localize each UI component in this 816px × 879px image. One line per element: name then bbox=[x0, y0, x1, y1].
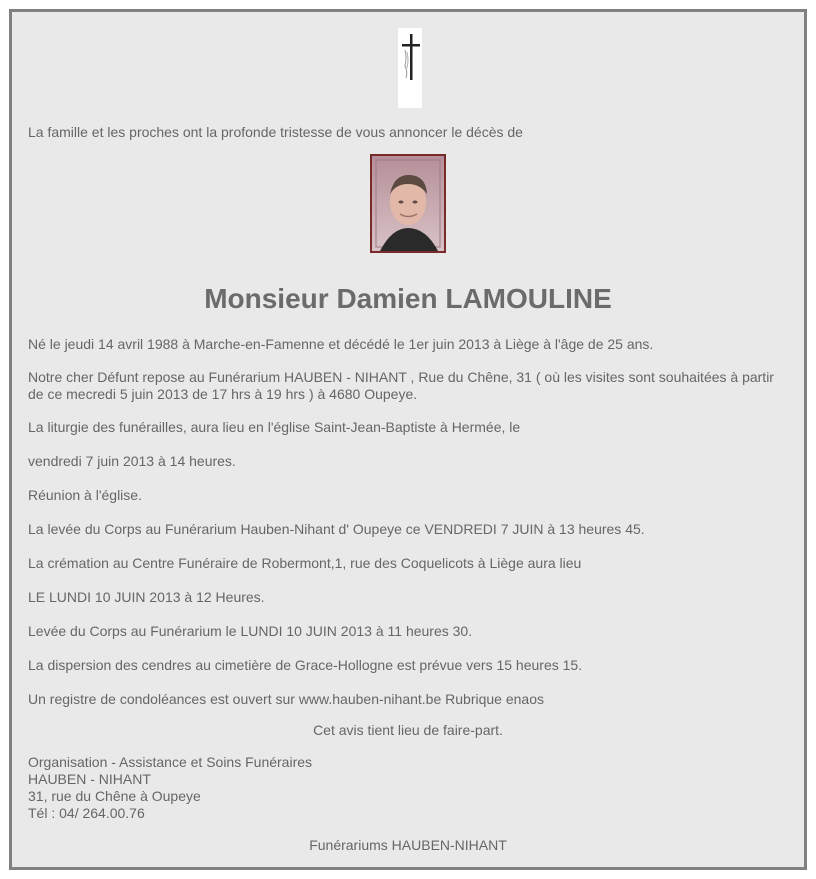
cremation-paragraph: La crémation au Centre Funéraire de Robermont,1, rue des Coquelicots à Liège aura lieu bbox=[28, 555, 582, 571]
footer-signature: Funérariums HAUBEN-NIHANT bbox=[309, 837, 507, 853]
organisation-block bbox=[28, 754, 788, 822]
organisation-phone: Tél : 04/ 264.00.76 bbox=[28, 805, 145, 821]
deceased-name: Monsieur Damien LAMOULINE bbox=[204, 283, 612, 314]
cross-icon-graphic bbox=[398, 28, 422, 108]
portrait-photo bbox=[370, 154, 446, 253]
obituary-card bbox=[9, 9, 807, 870]
notice-text: Cet avis tient lieu de faire-part. bbox=[313, 722, 503, 738]
ashes-paragraph: La dispersion des cendres au cimetière de Grace-Hollogne est prévue vers 15 heures 15. bbox=[28, 657, 583, 673]
condolences-paragraph: Un registre de condoléances est ouvert sur www.hauben-nihant.be Rubrique enaos bbox=[28, 691, 544, 707]
liturgy-date-paragraph: vendredi 7 juin 2013 à 14 heures. bbox=[28, 453, 236, 469]
organisation-address: 31, rue du Chêne à Oupeye bbox=[28, 788, 201, 804]
organisation-line: Organisation - Assistance et Soins Funéraires bbox=[28, 754, 313, 770]
cross-icon bbox=[398, 28, 422, 108]
birth-death-paragraph: Né le jeudi 14 avril 1988 à Marche-en-Famenne et décédé le 1er juin 2013 à Liège à l'âge de 25 ans. bbox=[28, 336, 654, 352]
repose-paragraph: Notre cher Défunt repose au Funérarium HAUBEN - NIHANT , Rue du Chêne, 31 ( où les visites sont souhaitées à partir de ce mecredi 5 juin 2013 de 17 hrs à 19 hrs ) à 4680 Oupeye. bbox=[28, 369, 774, 402]
liturgy-paragraph: La liturgie des funérailles, aura lieu en l'église Saint-Jean-Baptiste à Hermée, le bbox=[28, 419, 521, 435]
lifting-paragraph: La levée du Corps au Funérarium Hauben-Nihant d' Oupeye ce VENDREDI 7 JUIN à 13 heures 45. bbox=[28, 521, 645, 537]
portrait-graphic bbox=[372, 156, 444, 251]
intro-text: La famille et les proches ont la profonde tristesse de vous annoncer le décès de bbox=[28, 124, 523, 140]
second-lifting-paragraph: Levée du Corps au Funérarium le LUNDI 10 JUIN 2013 à 11 heures 30. bbox=[28, 623, 473, 639]
cremation-date-paragraph: LE LUNDI 10 JUIN 2013 à 12 Heures. bbox=[28, 589, 265, 605]
meeting-paragraph: Réunion à l'église. bbox=[28, 487, 142, 503]
organisation-name: HAUBEN - NIHANT bbox=[28, 771, 151, 787]
